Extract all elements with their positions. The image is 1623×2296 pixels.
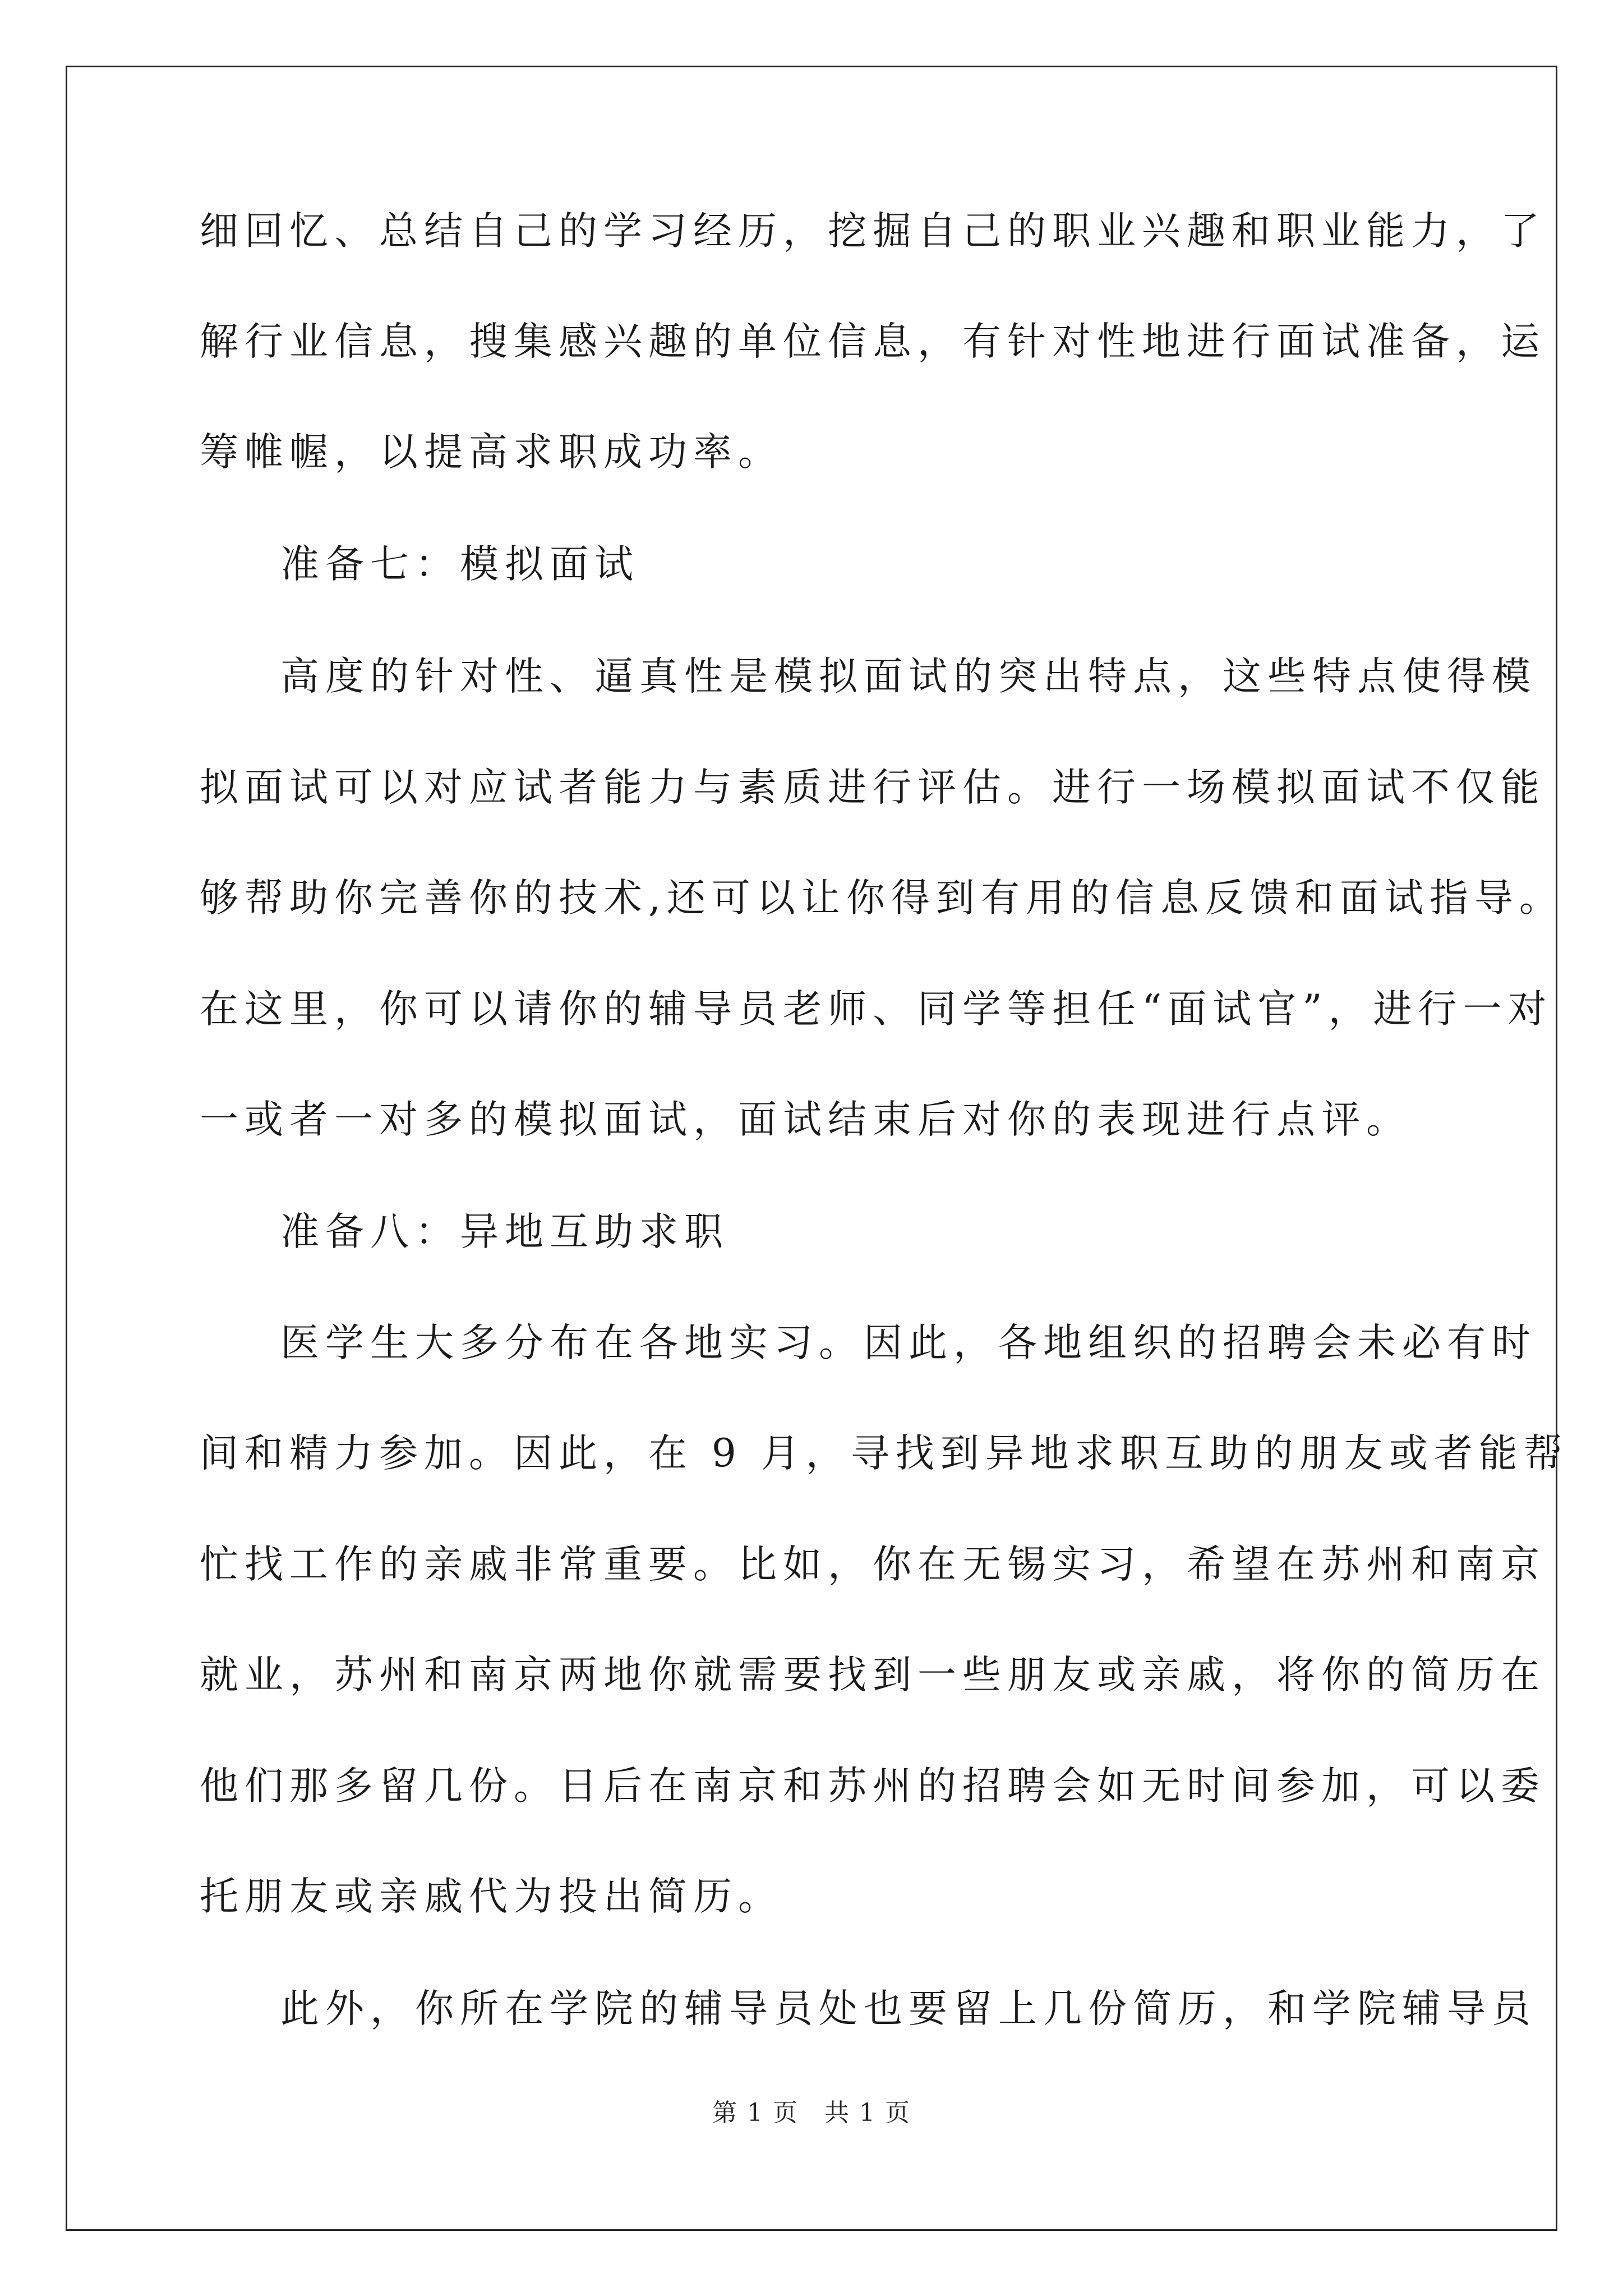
paragraph-line: 细回忆、总结自己的学习经历，挖掘自己的职业兴趣和职业能力，了 — [200, 209, 1546, 254]
paragraph-line: 托朋友或亲戚代为投出简历。 — [200, 1874, 783, 1919]
paragraph-line: 解行业信息，搜集感兴趣的单位信息，有针对性地进行面试准备，运 — [200, 319, 1546, 364]
section-heading: 准备七：模拟面试 — [280, 542, 639, 587]
paragraph-line: 医学生大多分布在各地实习。因此，各地组织的招聘会未必有时 — [280, 1320, 1537, 1365]
paragraph-line: 忙找工作的亲戚非常重要。比如，你在无锡实习，希望在苏州和南京 — [200, 1542, 1546, 1587]
section-heading: 准备八：异地互助求职 — [280, 1209, 729, 1254]
paragraph-line: 他们那多留几份。日后在南京和苏州的招聘会如无时间参加，可以委 — [200, 1764, 1546, 1809]
page-footer: 第 1 页 共 1 页 — [712, 2099, 911, 2127]
paragraph-line: 筹帷幄，以提高求职成功率。 — [200, 430, 783, 475]
paragraph-line: 就业，苏州和南京两地你就需要找到一些朋友或亲戚，将你的简历在 — [200, 1653, 1546, 1697]
paragraph-line: 间和精力参加。因此，在 9 月，寻找到异地求职互助的朋友或者能帮 — [200, 1431, 1569, 1476]
paragraph-line: 够帮助你完善你的技术,还可以让你得到有用的信息反馈和面试指导。 — [200, 876, 1564, 921]
paragraph-line: 一或者一对多的模拟面试，面试结束后对你的表现进行点评。 — [200, 1097, 1411, 1142]
paragraph-line: 此外，你所在学院的辅导员处也要留上几份简历，和学院辅导员 — [280, 1986, 1537, 2031]
paragraph-line: 拟面试可以对应试者能力与素质进行评估。进行一场模拟面试不仅能 — [200, 765, 1546, 810]
paragraph-line: 在这里，你可以请你的辅导员老师、同学等担任“面试官”，进行一对 — [200, 987, 1553, 1032]
paragraph-line: 高度的针对性、逼真性是模拟面试的突出特点，这些特点使得模 — [280, 654, 1537, 699]
